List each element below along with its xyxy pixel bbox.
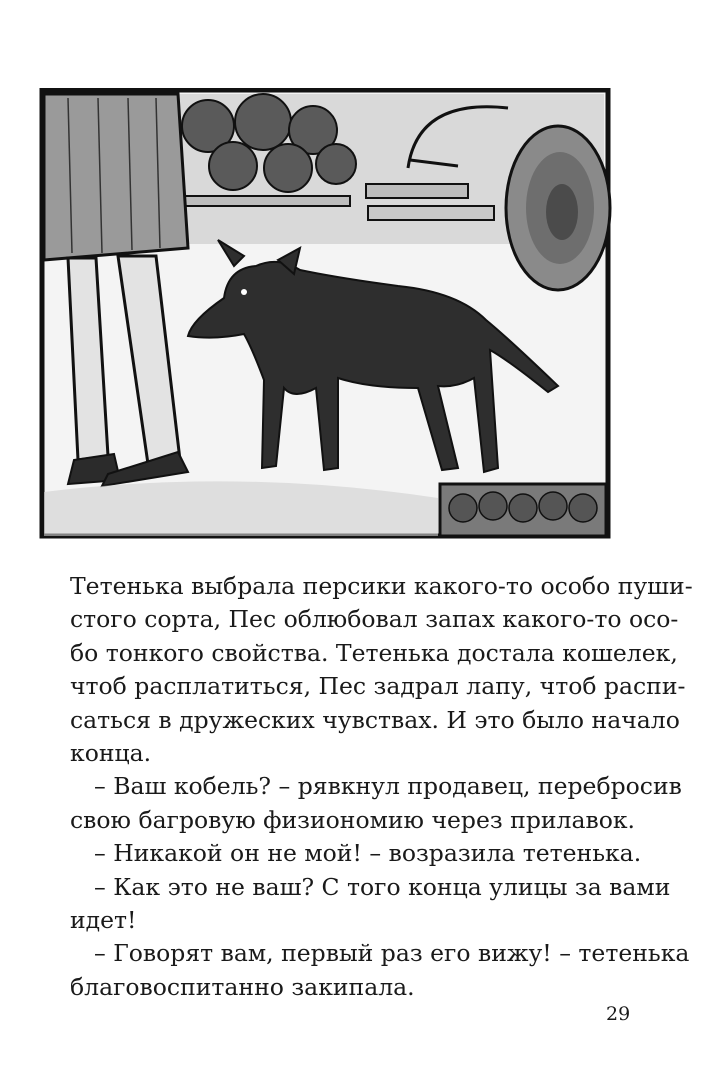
text-line: стого сорта, Пес облюбовал запах какого-то осо- <box>70 605 679 634</box>
text-line: бо тонкого свойства. Тетенька достала кошелек, <box>70 638 678 667</box>
text-line: чтоб расплатиться, Пес задрал лапу, чтоб распи- <box>70 672 686 701</box>
text-line: – Ваш кобель? – рявкнул продавец, перебросив <box>94 772 682 801</box>
body-text <box>70 570 693 1004</box>
page-number: 29 <box>606 1003 631 1025</box>
paragraph <box>70 871 671 938</box>
text-line: – Говорят вам, первый раз его вижу! – тетенька <box>94 939 690 968</box>
illustration-dog-at-market <box>38 88 614 540</box>
text-line: саться в дружеских чувствах. И это было начало <box>70 705 680 734</box>
text-line: конца. <box>70 739 152 768</box>
text-line: Тетенька выбрала персики какого-то особо пуши- <box>70 572 693 600</box>
text-line: – Как это не ваш? С того конца улицы за вами <box>94 872 671 901</box>
text-line: идет! <box>70 906 137 935</box>
paragraph <box>70 937 690 1004</box>
paragraph <box>70 570 693 770</box>
text-line: благовоспитанно закипала. <box>70 972 415 1001</box>
text-line: – Никакой он не мой! – возразила тетенька. <box>94 839 642 868</box>
paragraph <box>70 837 642 870</box>
paragraph <box>70 770 682 837</box>
text-line: свою багровую физиономию через прилавок. <box>70 805 636 834</box>
